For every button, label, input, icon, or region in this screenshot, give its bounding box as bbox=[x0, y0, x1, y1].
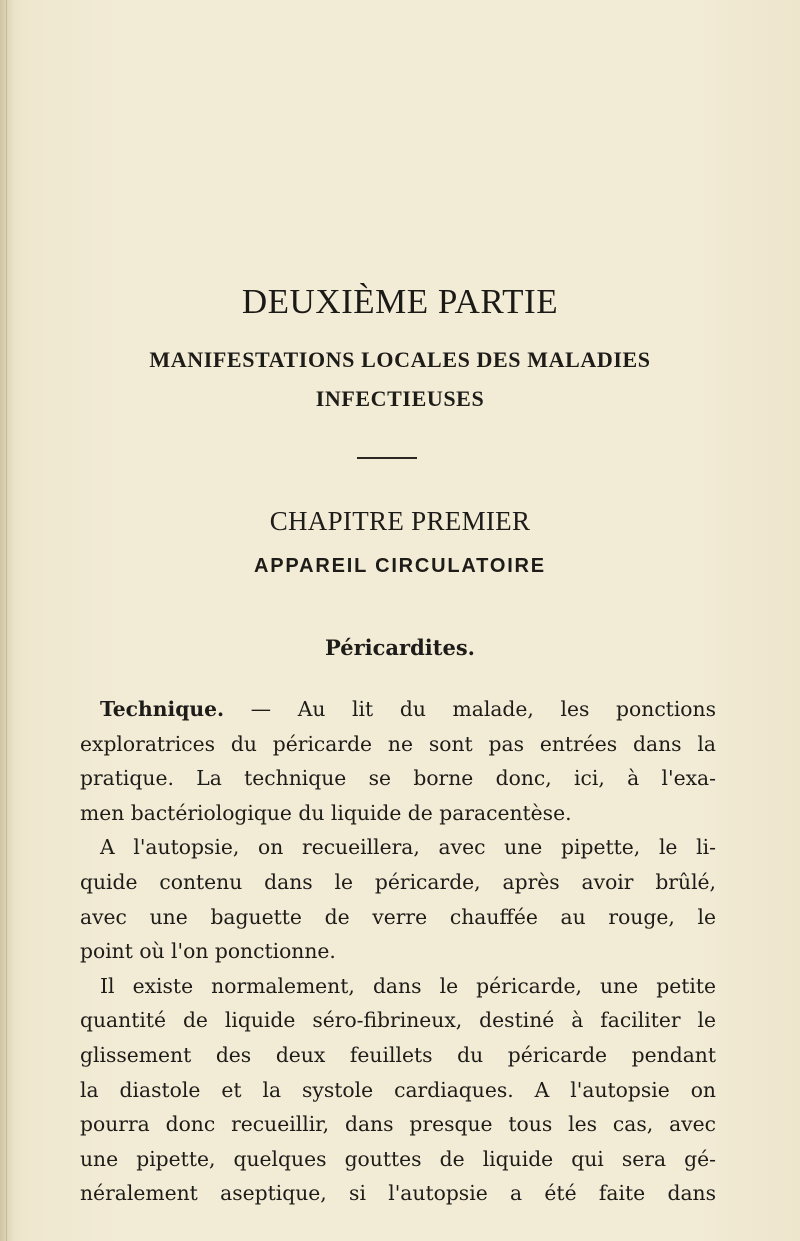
paragraph-line: une pipette, quelques gouttes de liquide qui sera gé- bbox=[80, 1146, 716, 1171]
paragraph-line: pratique. La technique se borne donc, ici, à l'exa- bbox=[80, 766, 716, 791]
part-subtitle-line-1: MANIFESTATIONS LOCALES DES MALADIES bbox=[149, 347, 651, 372]
binding-edge bbox=[6, 0, 7, 1241]
paragraph-line: quantité de liquide séro-fibrineux, destiné à faciliter le bbox=[80, 1008, 716, 1033]
paragraph-line: exploratrices du péricarde ne sont pas entrées dans la bbox=[80, 731, 716, 756]
part-title: DEUXIÈME PARTIE bbox=[241, 282, 559, 321]
paragraph-line: la diastole et la systole cardiaques. A l'autopsie on bbox=[80, 1077, 716, 1102]
paragraph-line: avec une baguette de verre chauffée au rouge, le bbox=[80, 904, 716, 929]
page-gutter bbox=[0, 0, 14, 1241]
subsection-title: Péricardites. bbox=[325, 635, 475, 660]
paragraph-lead: Technique. bbox=[100, 697, 225, 721]
paragraph-line: néralement aseptique, si l'autopsie a été faite dans bbox=[80, 1181, 716, 1206]
paragraph-line: pourra donc recueillir, dans presque tous les cas, avec bbox=[80, 1112, 716, 1137]
paragraph-line bbox=[80, 692, 716, 727]
section-title: APPAREIL CIRCULATOIRE bbox=[254, 555, 546, 577]
paragraph-line: men bactériologique du liquide de paracentèse. bbox=[80, 800, 572, 825]
paragraph-line: Il existe normalement, dans le péricarde, une petite bbox=[100, 973, 716, 998]
section-divider bbox=[357, 457, 417, 459]
paragraph-line: quide contenu dans le péricarde, après avoir brûlé, bbox=[80, 869, 716, 894]
body-text bbox=[80, 692, 716, 1211]
paragraph-line: glissement des deux feuillets du péricarde pendant bbox=[80, 1042, 716, 1067]
chapter-title: CHAPITRE PREMIER bbox=[269, 506, 531, 536]
paragraph-line: point où l'on ponctionne. bbox=[80, 939, 336, 964]
part-subtitle-line-2: INFECTIEUSES bbox=[315, 386, 485, 411]
paragraph-line-text: — Au lit du malade, les ponctions bbox=[224, 697, 716, 721]
paragraph-line: A l'autopsie, on recueillera, avec une pipette, le li- bbox=[100, 835, 716, 860]
